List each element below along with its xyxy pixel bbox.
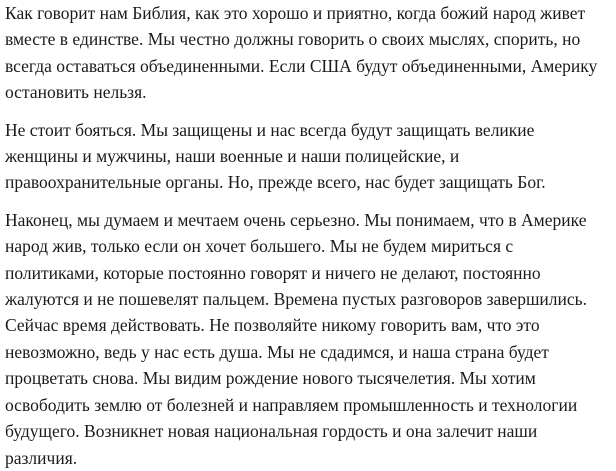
text-line: Наконец, мы думаем и мечтаем очень серьезно. Мы понимаем, что в Америке bbox=[5, 209, 587, 230]
text-line: остановить нельзя. bbox=[5, 82, 147, 103]
text-line: Как говорит нам Библия, как это хорошо и приятно, когда божий народ живет bbox=[5, 3, 586, 23]
text-line: невозможно, ведь у нас есть душа. Мы не сдадимся, и наша страна будет bbox=[5, 341, 549, 362]
text-line: освободить землю от болезней и направляем промышленность и технологии bbox=[5, 394, 578, 415]
text-line: процветать снова. Мы видим рождение нового тысячелетия. Мы хотим bbox=[5, 368, 536, 389]
text-line: вместе в единстве. Мы честно должны говорить о своих мыслях, спорить, но bbox=[5, 29, 581, 50]
paragraph-3 bbox=[5, 207, 616, 471]
text-line: политиками, которые постоянно говорят и ничего не делают, постоянно bbox=[5, 262, 541, 283]
text-line: Сейчас время действовать. Не позволяйте никому говорить вам, что это bbox=[5, 315, 540, 336]
text-line: правоохранительные органы. Но, прежде всего, нас будет защищать Бог. bbox=[5, 172, 546, 193]
text-line: жалуются и не пошевелят пальцем. Времена пустых разговоров завершились. bbox=[5, 289, 588, 310]
paragraph-2 bbox=[5, 117, 616, 196]
text-line: будущего. Возникнет новая национальная гордость и она залечит наши bbox=[5, 421, 538, 442]
text-line: женщины и мужчины, наши военные и наши полицейские, и bbox=[5, 146, 460, 167]
text-line: различия. bbox=[5, 447, 78, 468]
text-line: народ жив, только если он хочет большего. Мы не будем мириться с bbox=[5, 236, 514, 257]
paragraph-1 bbox=[5, 0, 616, 106]
text-line: Не стоит бояться. Мы защищены и нас всегда будут защищать великие bbox=[5, 119, 535, 140]
article-body bbox=[5, 0, 616, 471]
text-line: всегда оставаться объединенными. Если США будут объединенными, Америку bbox=[5, 55, 598, 76]
